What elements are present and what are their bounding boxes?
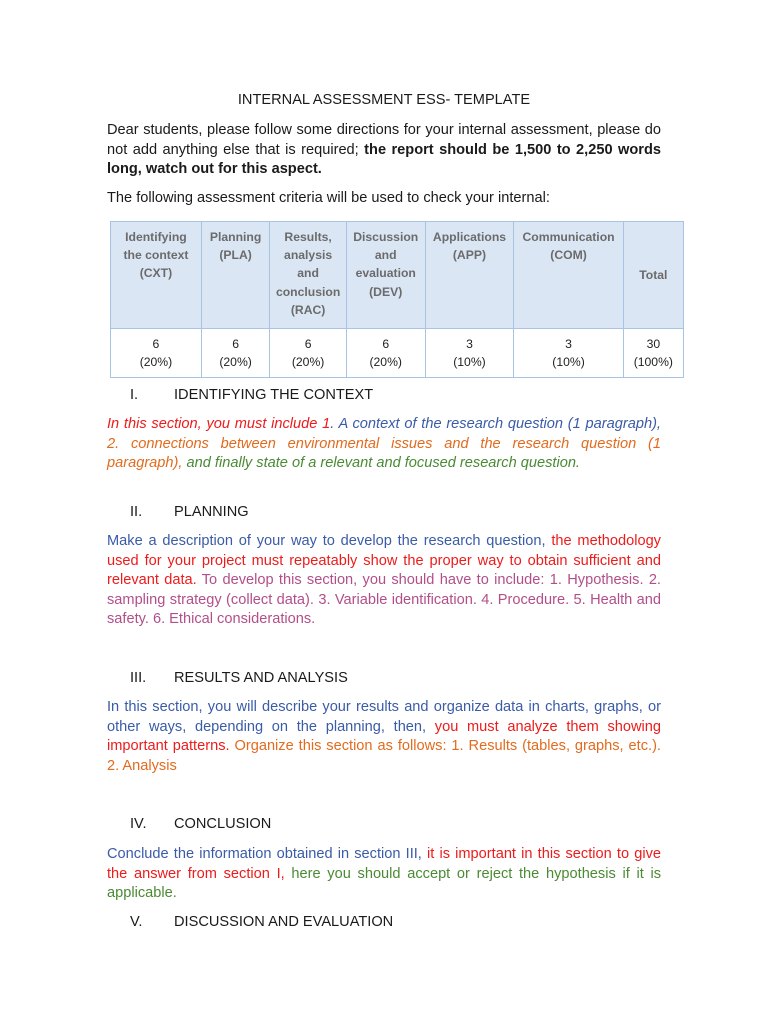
assessment-criteria-table <box>110 221 684 378</box>
mark-value: 6 <box>152 336 160 351</box>
header-total-line: Total <box>639 267 668 282</box>
header-cxt <box>111 222 202 329</box>
text-segment: Make a description of your way to develop the research question, <box>107 533 552 549</box>
header-rac-line: conclusion <box>275 284 341 299</box>
header-rac-line: (RAC) <box>290 302 326 317</box>
mark-percent: (20%) <box>291 355 325 369</box>
mark-percent: (20%) <box>139 355 173 369</box>
text-segment: In this section, you must include 1 <box>107 416 331 432</box>
section-body-conclusion <box>107 845 661 904</box>
table-header-row <box>111 222 684 329</box>
criteria-intro: The following assessment criteria will be used to check your internal: <box>107 190 550 206</box>
header-rac-line: Results, <box>284 230 332 244</box>
mark-cell <box>623 329 683 378</box>
header-com-line: (COM) <box>550 248 587 263</box>
header-rac-line: analysis <box>284 248 333 263</box>
header-com-line: Communication <box>522 230 615 244</box>
mark-cell <box>425 329 514 378</box>
header-cxt-line: the context <box>123 248 189 263</box>
section-number: III. <box>130 670 147 686</box>
section-body-context <box>107 415 661 474</box>
text-segment: you must analyze them showing important patterns. <box>107 718 661 754</box>
mark-cell <box>201 329 269 378</box>
text-segment: and finally state of a relevant and focused research question. <box>186 455 580 471</box>
header-app-line: (APP) <box>452 248 487 263</box>
header-pla <box>201 222 269 329</box>
header-dev-line: evaluation <box>355 266 416 281</box>
header-dev-line: and <box>374 248 397 263</box>
mark-value: 6 <box>382 336 390 351</box>
document-title: INTERNAL ASSESSMENT ESS- TEMPLATE <box>237 92 531 108</box>
mark-value: 6 <box>232 336 239 351</box>
section-body-results <box>107 698 661 776</box>
header-dev <box>346 222 425 329</box>
header-rac <box>270 222 347 329</box>
mark-percent: (20%) <box>369 355 402 369</box>
header-rac-line: and <box>297 266 319 281</box>
mark-percent: (20%) <box>219 355 252 369</box>
mark-value: 6 <box>304 336 312 351</box>
mark-value: 3 <box>565 336 572 351</box>
text-segment: Organize this section as follows: 1. Results (tables, graphs, etc.). 2. Analysis <box>107 738 661 774</box>
intro-paragraph <box>107 121 661 180</box>
header-app-line: Applications <box>432 230 507 244</box>
mark-value: 3 <box>466 336 473 351</box>
section-title: CONCLUSION <box>174 816 272 832</box>
section-title: DISCUSSION AND EVALUATION <box>174 914 394 930</box>
section-title: PLANNING <box>174 504 249 520</box>
mark-cell <box>270 329 347 378</box>
text-segment: it is important in this section to give the answer from section I, <box>107 846 661 882</box>
section-number: IV. <box>130 816 147 832</box>
mark-value: 30 <box>646 336 661 351</box>
header-dev-line: (DEV) <box>369 284 403 299</box>
text-segment: . A context of the research question (1 paragraph), <box>330 416 661 432</box>
mark-cell <box>346 329 425 378</box>
mark-percent: (10%) <box>453 355 486 369</box>
mark-cell <box>514 329 623 378</box>
text-segment: 2. connections between environmental issues and the research question (1 paragraph), <box>107 435 661 471</box>
mark-percent: (100%) <box>633 355 673 369</box>
mark-cell <box>111 329 202 378</box>
section-number: V. <box>130 914 143 930</box>
section-title: RESULTS AND ANALYSIS <box>174 670 348 686</box>
section-number: II. <box>130 504 143 520</box>
header-pla-line: (PLA) <box>219 248 252 263</box>
header-dev-line: Discussion <box>353 230 419 244</box>
header-cxt-line: (CXT) <box>139 266 173 281</box>
text-segment: To develop this section, you should have to include: 1. Hypothesis. 2. sampling strategy (collect data). 3. Variable identification. 4. Procedure. 5. Health and safety. 6. Ethical considerations. <box>107 572 661 627</box>
text-segment: here you should accept or reject the hypothesis if it is applicable. <box>107 865 661 901</box>
header-app <box>425 222 514 329</box>
header-pla-line: Planning <box>209 230 262 244</box>
text-segment: In this section, you will describe your results and organize data in charts, graphs, or other ways, depending on the planning, then, <box>107 699 661 735</box>
section-number: I. <box>130 387 139 403</box>
header-total <box>623 222 683 329</box>
header-cxt-line: Identifying <box>125 230 187 244</box>
text-segment: Conclude the information obtained in section III, <box>107 846 428 862</box>
header-com <box>514 222 623 329</box>
intro-word-limit: the report should be 1,500 to 2,250 words long, watch out for this aspect. <box>107 141 661 177</box>
section-title: IDENTIFYING THE CONTEXT <box>174 387 374 403</box>
section-body-planning <box>107 532 661 630</box>
mark-percent: (10%) <box>552 355 585 369</box>
text-segment: the methodology used for your project must repeatably show the proper way to obtain sufficient and relevant data. <box>107 533 661 588</box>
table-row <box>111 329 684 378</box>
intro-text: Dear students, please follow some directions for your internal assessment, please do not add anything else that is required; <box>107 122 661 158</box>
